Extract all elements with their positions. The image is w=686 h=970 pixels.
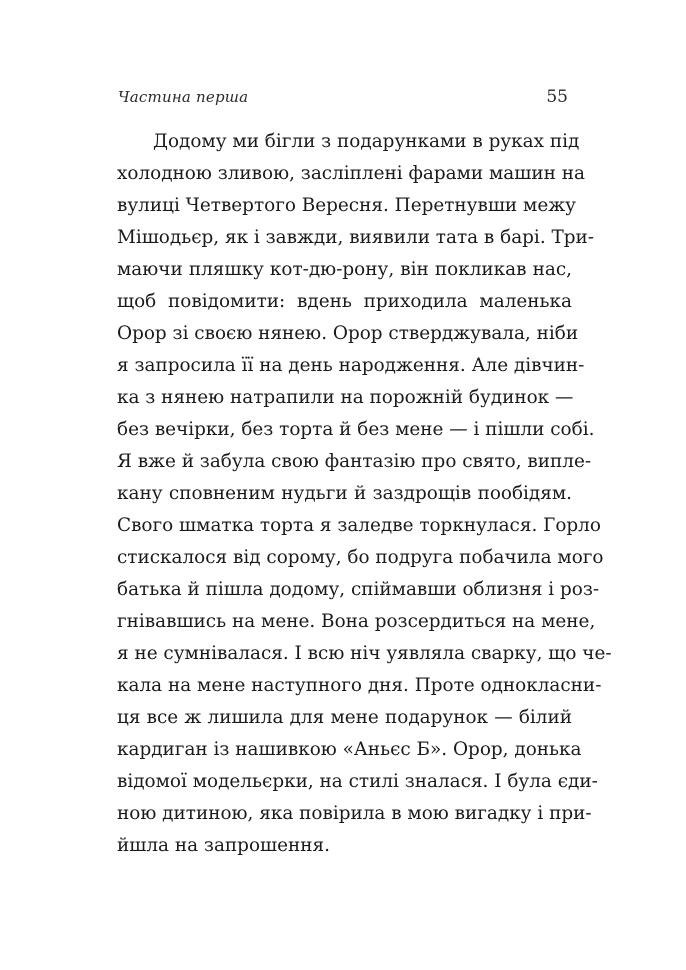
- text-line: кану сповненим нудьги й заздрощів пообідям.: [117, 483, 572, 504]
- text-line: кала на мене наступного дня. Проте однокласни-: [117, 675, 602, 696]
- text-line: вулиці Четвертого Вересня. Перетнувши межу: [117, 195, 576, 216]
- text-line: без вечірки, без торта й без мене — і пішли собі.: [117, 419, 595, 440]
- text-line: йшла на запрошення.: [117, 835, 330, 856]
- text-line: ною дитиною, яка повірила в мою вигадку і при-: [117, 803, 592, 824]
- text-line: Мішодьєр, як і завжди, виявили тата в барі. Три-: [117, 227, 595, 248]
- text-line: Свого шматка торта я заледве торкнулася. Горло: [117, 515, 601, 536]
- text-line: щоб повідомити: вдень приходила маленька: [117, 291, 572, 312]
- text-line: ця все ж лишила для мене подарунок — білий: [117, 707, 572, 728]
- text-line: гнівавшись на мене. Вона розсердиться на мене,: [117, 611, 596, 632]
- text-line: я не сумнівалася. І всю ніч уявляла сварку, що че-: [117, 643, 612, 664]
- body-paragraph: [117, 126, 612, 862]
- text-line: батька й пішла додому, спіймавши облизня і роз-: [117, 579, 600, 600]
- text-line: Орор зі своєю нянею. Орор стверджувала, ніби: [117, 323, 579, 344]
- text-line: Я вже й забула свою фантазію про свято, випле-: [117, 451, 592, 472]
- running-head: Частина перша: [118, 88, 249, 106]
- text-line: я запросила її на день народження. Але дівчин-: [117, 355, 585, 376]
- text-line: кардиган із нашивкою «Аньєс Б». Орор, донька: [117, 739, 582, 760]
- text-line: стискалося від сорому, бо подруга побачила мого: [117, 547, 604, 568]
- text-line: Додому ми бігли з подарунками в руках під: [153, 131, 580, 152]
- text-line: холодною зливою, засліплені фарами машин на: [117, 163, 585, 184]
- text-line: маючи пляшку кот-дю-рону, він покликав нас,: [117, 259, 572, 280]
- text-line: відомої модельєрки, на стилі зналася. І була єди-: [117, 771, 598, 792]
- page-number: 55: [546, 87, 568, 107]
- text-line: ка з нянею натрапили на порожній будинок —: [117, 387, 574, 408]
